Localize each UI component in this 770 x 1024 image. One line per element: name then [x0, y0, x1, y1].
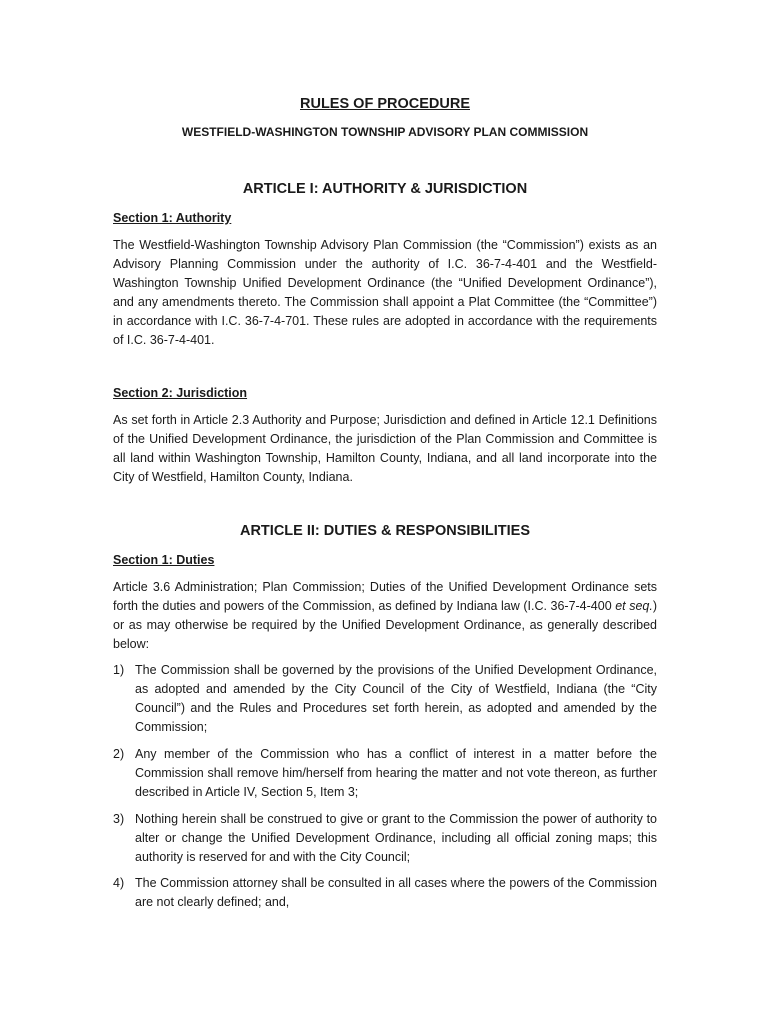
article-1-heading: ARTICLE I: AUTHORITY & JURISDICTION [242, 181, 528, 197]
list-item-text: The Commission attorney shall be consulted in all cases where the powers of the Commission are not clearly defined; and, [135, 876, 657, 909]
intro-text-b: ) or as may otherwise be required by the Unified Development Ordinance, as generally described below: [113, 599, 657, 651]
article-1-section-2-heading: Section 2: Jurisdiction [113, 386, 248, 400]
list-item-text: Nothing herein shall be construed to give or grant to the Commission the power of authority to alter or change the Unified Development Ordinance, including all official zoning maps; this authority is reserved for and with the City Council; [135, 812, 657, 864]
list-item-number: 4) [113, 876, 125, 890]
article-2-section-1-heading: Section 1: Duties [113, 553, 215, 567]
article-1-section-1-heading: Section 1: Authority [113, 211, 232, 225]
article-1-section-2-text: As set forth in Article 2.3 Authority and Purpose; Jurisdiction and defined in Article 12.1 Definitions of the Unified Development Ordinance, the jurisdiction of the Plan Commission and Committee is all land within Washington Township, Hamilton County, Indiana, and all land incorporate into the City of Westfield, Hamilton County, Indiana. [113, 413, 657, 484]
intro-text-italic: et seq. [615, 599, 653, 613]
list-item-number: 3) [113, 812, 125, 826]
article-1-section-1-text: The Westfield-Washington Township Advisory Plan Commission (the “Commission”) exists as an Advisory Planning Commission under the authority of I.C. 36-7-4-401 and the Westfield-Washington Township Unified Development Ordinance (the “Unified Development Ordinance”), and any amendments thereto. The Commission shall appoint a Plat Committee (the “Committee”) in accordance with I.C. 36-7-4-701. These rules are adopted in accordance with the requirements of I.C. 36-7-4-401. [113, 238, 657, 347]
article-2-heading: ARTICLE II: DUTIES & RESPONSIBILITIES [239, 523, 531, 539]
list-item-text: Any member of the Commission who has a conflict of interest in a matter before the Commission shall remove him/herself from hearing the matter and not vote thereon, as further described in Article IV, Section 5, Item 3; [135, 747, 657, 799]
list-item-number: 1) [113, 663, 125, 677]
intro-text-a: Article 3.6 Administration; Plan Commission; Duties of the Unified Development Ordinance sets forth the duties and powers of the Commission, as defined by Indiana law (I.C. 36-7-4-400 [113, 580, 657, 613]
document-title: RULES OF PROCEDURE [300, 96, 470, 112]
list-item-text: The Commission shall be governed by the provisions of the Unified Development Ordinance, as adopted and amended by the City Council of the City of Westfield, Indiana (the “City Council”) and the Rules and Procedures set forth herein, as adopted and amended by the Commission; [135, 663, 657, 734]
article-2-section-1-intro [113, 578, 657, 654]
document-subtitle: WESTFIELD-WASHINGTON TOWNSHIP ADVISORY PLAN COMMISSION [181, 125, 589, 139]
list-item-number: 2) [113, 747, 125, 761]
